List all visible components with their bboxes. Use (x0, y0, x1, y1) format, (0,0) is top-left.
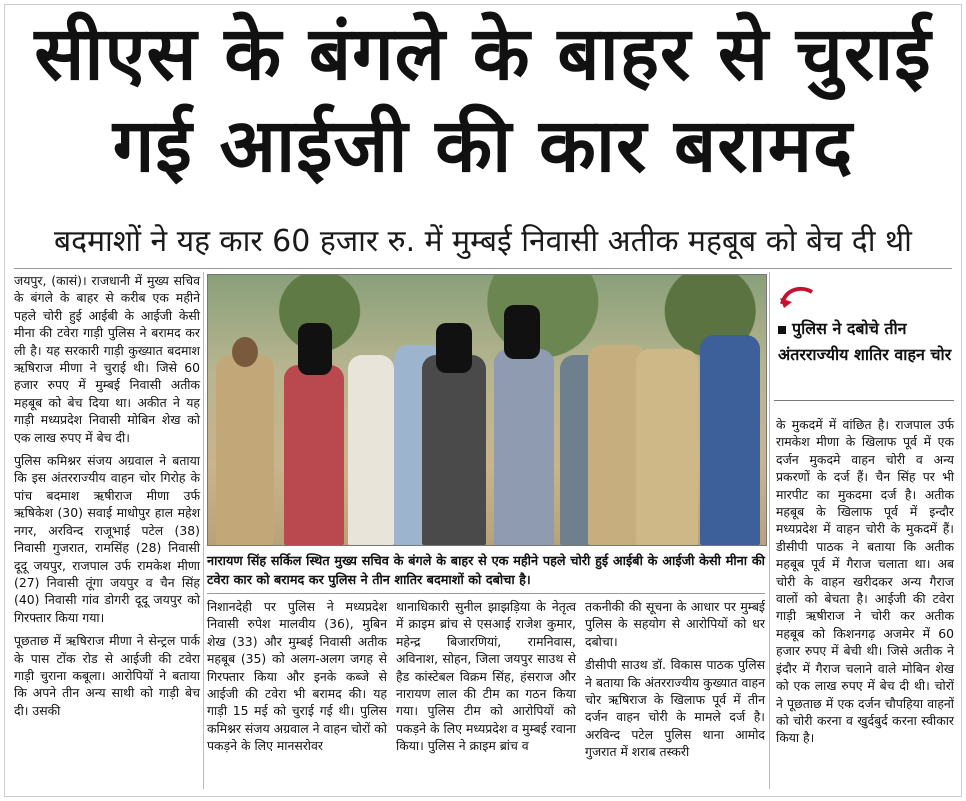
divider (207, 593, 765, 594)
accused-figure (422, 355, 486, 545)
left-column (14, 272, 200, 725)
masked-head (436, 323, 472, 373)
paragraph: के मुकदमें में वांछित है। राजपाल उर्फ रामकेश मीणा के खिलाफ पूर्व में एक दर्जन मुकदमे वाहन चोरी व अन्य प्रकरणों के दर्ज हैं। चैन सिंह पर भी मारपीट का मुकदमा दर्ज है। अतीक महबूब के खिलाफ पूर्व में इन्दौर मध्यप्रदेश में वाहन चोरी के मुकदमें हैं। डीसीपी पाठक ने बताया कि अतीक महबूब पूर्व में गैराज चलाता था। अब चोरी के वाहन खरीदकर अन्य गैराज वालों को बेचता है। आईजी की टवेरा गाड़ी ऋषीराज ने चोरी कर अतीक महबूब को किशनगढ़ अजमेर में 60 हजार रुपए में बेची थी। जिसे अतीक ने इंदौर में गैराज चलाने वाले मोबिन शेख को एक लाख रुपए में बेच दी थी। चोरों ने पूछताछ में एक दर्जन चौपहिया वाहनों को चोरी करना व खुर्दबुर्द करना स्वीकार किया है। (776, 417, 954, 746)
paragraph: डीसीपी साउथ डॉ. विकास पाठक पुलिस ने बताया कि अंतरराज्यीय कुख्यात वाहन चोर ऋषिराज के खिलाफ पूर्व में तीन दर्जन वाहन चोरी के मामले दर्ज है। अरविन्द पटेल पुलिस थाना आमोद गुजरात में शराब तस्करी (585, 657, 765, 760)
column-divider (203, 272, 204, 789)
person-figure (700, 335, 760, 545)
head (232, 337, 258, 367)
curved-arrow-icon (778, 282, 818, 312)
divider (14, 268, 952, 269)
photo-caption: नारायण सिंह सर्किल स्थित मुख्य सचिव के बंगले के बाहर से एक महीने पहले चोरी हुई आईबी के आईजी केसी मीना की टवेरा कार को बरामद कर पुलिस ने तीन शातिर बदमाशों को दबोचा है। (207, 554, 765, 588)
paragraph: पूछताछ में ऋषिराज मीणा ने सेन्ट्रल पार्क के पास टोंक रोड से आईजी की टवेरा गाड़ी चुराना कबूला। आरोपियों ने बताया कि अपने तीन अन्य साथी को गाड़ी बेच दी। उसकी (14, 633, 200, 718)
paragraph: तकनीकी की सूचना के आधार पर मुम्बई पुलिस के सहयोग से आरोपियों को धर दबोचा। (585, 599, 765, 649)
police-officer-figure (636, 349, 698, 545)
middle-column-3 (585, 598, 765, 767)
person-figure (348, 355, 394, 545)
middle-column-1 (207, 598, 387, 761)
right-column (776, 416, 954, 753)
paragraph: निशानदेही पर पुलिस ने मध्यप्रदेश निवासी रुपेश मालवीय (36), मुबिन शेख (33) और मुम्बई निवासी अतीक महबूब (35) को अलग-अलग जगह से गिरफ्तार किया और इनके कब्जे से आईजी की टवेरा भी बरामद की। यह गाड़ी 15 मई को चुराई गई थी। पुलिस कमिश्नर संजय अग्रवाल ने वाहन चोरों को पकड़ने के लिए मानसरोवर (207, 599, 387, 754)
headline (0, 8, 966, 192)
bullet-square-icon (778, 326, 786, 334)
accused-figure (494, 349, 554, 545)
news-photo (207, 274, 767, 546)
sidebar-box (774, 280, 954, 406)
middle-column-2 (396, 598, 576, 761)
sidebar-title (778, 316, 954, 368)
paragraph: थानाधिकारी सुनील झाझड़िया के नेतृत्व में क्राइम ब्रांच से एसआई राजेश कुमार, महेन्द्र बिजारणियां, रामनिवास, अविनाश, सोहन, जिला जयपुर साउथ से हैड कांस्टेबल विक्रम सिंह, हंसराज और नारायण लाल की टीम का गठन किया गया। पुलिस टीम को आरोपियों को पकड़ने के लिए मध्यप्रदेश व मुम्बई रवाना किया। पुलिस ने क्राइम ब्रांच व (396, 599, 576, 754)
paragraph: पुलिस कमिश्नर संजय अग्रवाल ने बताया कि इस अंतरराज्यीय वाहन चोर गिरोह के पांच बदमाश ऋषीराज मीणा उर्फ ऋषिकेश (30) सवाई माधोपुर हाल महेश नगर, अरविन्द राजूभाई पटेल (38) निवासी गुजरात, रामसिंह (28) निवासी दूदू जयपुर, राजपाल उर्फ रामकेश मीणा (27) निवासी तूंगा जयपुर व चैन सिंह (40) निवासी गांव डोगरी दूदू जयपुर को गिरफ्तार किया गया। (14, 453, 200, 625)
masked-head (298, 323, 332, 375)
headline-line-1: सीएस के बंगले के बाहर से चुराई (34, 11, 932, 97)
accused-figure (284, 365, 344, 545)
column-divider (769, 272, 770, 789)
police-officer-figure (216, 355, 274, 545)
divider (774, 400, 954, 401)
headline-line-2: गई आईजी की कार बरामद (112, 103, 854, 189)
masked-head (504, 305, 540, 359)
subheadline: बदमाशों ने यह कार 60 हजार रु. में मुम्बई निवासी अतीक महबूब को बेच दी थी (54, 224, 912, 259)
sidebar-title-text: पुलिस ने दबोचे तीन अंतरराज्यीय शातिर वाहन चोर (778, 319, 952, 364)
paragraph: जयपुर, (कासं)। राजधानी में मुख्य सचिव के बंगले के बाहर से करीब एक महीने पहले चोरी हुई आईबी के आईजी केसी मीना की टवेरा गाड़ी पुलिस ने बरामद कर ली है। यह सरकारी गाड़ी कुख्यात बदमाश ऋषिराज मीणा ने चुराई थी। जिसे 60 हजार रुपए में मुम्बई निवासी अतीक महबूब को बेच दिया था। अकीत ने यह गाड़ी मध्यप्रदेश निवासी मोबिन शेख को एक लाख रुपए में बेच दी। (14, 273, 200, 445)
